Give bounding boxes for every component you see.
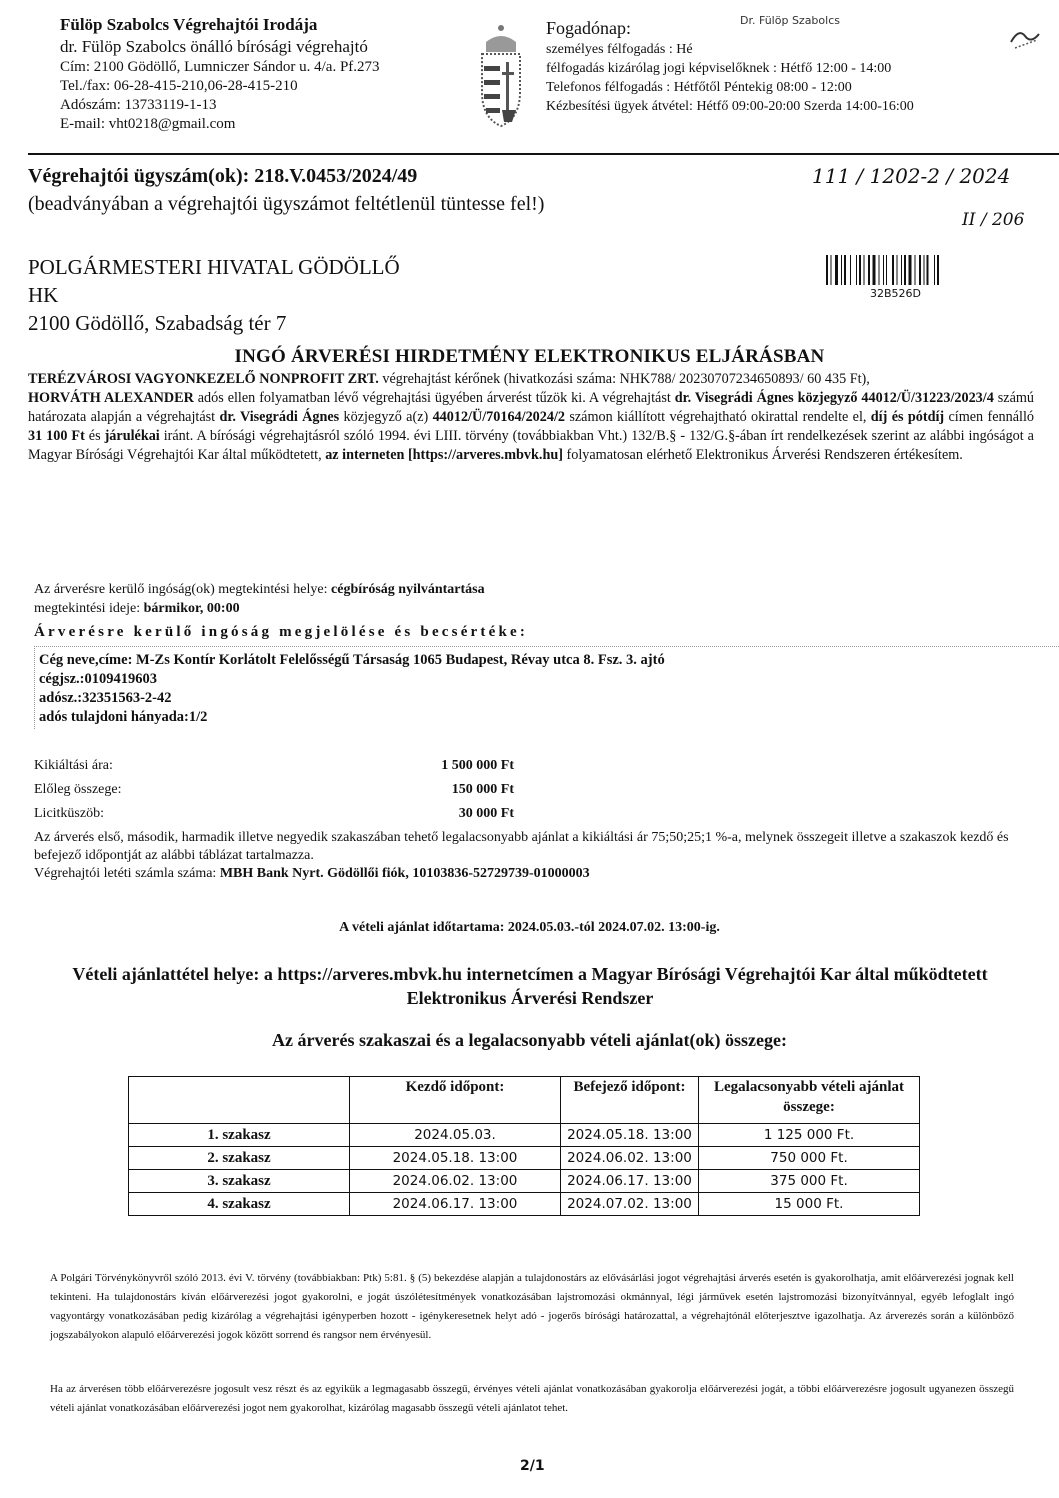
table-row [129, 1147, 920, 1170]
table-header: Legalacsonyabb vételi ajánlat összege: [699, 1077, 920, 1124]
case-block [28, 162, 544, 218]
stage-end: 2024.07.02. 13:00 [561, 1193, 699, 1216]
recipient-block [28, 253, 400, 337]
handwritten-line-2: II / 206 [962, 210, 1025, 230]
office-address: Cím: 2100 Gödöllő, Lumniczer Sándor u. 4/a. Pf.273 [60, 59, 380, 75]
offer-period: A vételi ajánlat időtartama: 2024.05.03.-tól 2024.07.02. 13:00-ig. [339, 920, 720, 935]
price-value: 1 500 000 Ft [441, 758, 514, 773]
item-line: adósz.:32351563-2-42 [39, 690, 172, 706]
table-header: Kezdő időpont: [350, 1077, 561, 1124]
price-row [34, 802, 514, 826]
notice-body [28, 370, 1034, 465]
table-row [129, 1170, 920, 1193]
stage-min-offer: 375 000 Ft. [699, 1170, 920, 1193]
barcode-bar [841, 255, 842, 285]
barcode-bar [856, 255, 857, 285]
barcode-bar [934, 255, 935, 285]
recipient-name: POLGÁRMESTERI HIVATAL GÖDÖLLŐ [28, 255, 400, 279]
debtor-paragraph [28, 389, 1034, 465]
reception-delivery: Kézbesítési ügyek átvétel: Hétfő 09:00-20:00 Szerda 14:00-16:00 [546, 99, 914, 114]
stage-label: 2. szakasz [129, 1147, 350, 1170]
inspection-place-value: cégbíróság nyilvántartása [331, 582, 485, 597]
footnote-preemption: A Polgári Törvénykönyvről szóló 2013. évi V. törvény (továbbiakban: Ptk) 5:81. § (5) bekezdése alapján a tulajdonostárs az elővásárlási jogot végrehajtási árverés esetén is gyakorolhatja, amit előárverezési jognak kell tekinteni. Ha tulajdonostárs kíván előárverezési jogot gyakorolni, e jogát úszólétesítmények vonatkozásában lajstromozási okmánnyal, légi járművek esetén lajstromozási bizonyítvánnyal, egyéb lefoglalt ingó vagyontárgy vonatkozásában pedig kizárólag a végrehajtási igényperben hozott - igénykeresetnek helyt adó - jogerős bírósági határozattal, a végrehajtónál előterjesztve igazolhatja. Az árverezés során a különböző jogszabályokon alapuló előárverezési jogok között sorrend és rangsor nem érvényesül. [50, 1272, 1014, 1341]
case-label: Végrehajtói ügyszám(ok): [28, 165, 255, 187]
barcode-bar [826, 255, 828, 285]
office-name: Fülöp Szabolcs Végrehajtói Irodája [60, 15, 318, 34]
barcode-bar [904, 255, 906, 285]
recipient-line2: HK [28, 283, 59, 307]
stage-notes [34, 829, 1034, 883]
stages-table-title: Az árverés szakaszai és a legalacsonyabb vételi ajánlat(ok) összege: [272, 1030, 787, 1050]
barcode-icon [826, 255, 974, 285]
barcode-bar [886, 255, 887, 285]
barcode-bar [919, 255, 921, 285]
price-row [34, 754, 514, 778]
items-list [34, 646, 1059, 729]
table-header: Befejező időpont: [561, 1077, 699, 1124]
barcode-bar [883, 255, 884, 285]
barcode-bar [879, 255, 880, 285]
stage-label: 1. szakasz [129, 1124, 350, 1147]
fee-label: díj és pótdíj [870, 409, 945, 425]
document-title: INGÓ ÁRVERÉSI HIRDETMÉNY ELEKTRONIKUS ELJÁRÁSBAN [234, 346, 825, 367]
notary-name: dr. Visegrádi Ágnes [219, 409, 340, 425]
reception-title: Fogadónap: [546, 18, 631, 38]
offer-place: Vételi ajánlattétel helye: a https://arveres.mbvk.hu internetcímen a Magyar Bírósági Végrehajtói Kar által működtetett Elektronikus Árverési Rendszer [72, 964, 988, 1008]
body-text: címen fennálló [944, 409, 1034, 425]
price-label: Kikiáltási ára: [34, 758, 113, 773]
stage-end: 2024.06.17. 13:00 [561, 1170, 699, 1193]
barcode-bar [859, 255, 861, 285]
inspection-place-label: Az árverésre kerülő ingóság(ok) megtekintési helye: [34, 582, 332, 597]
item-line: Cég neve,címe: M-Zs Kontír Korlátolt Felelősségű Társaság 1065 Budapest, Révay utca 8. Fsz. 3. ajtó [39, 652, 665, 668]
office-email: E-mail: vht0218@gmail.com [60, 116, 236, 132]
stage-end: 2024.06.02. 13:00 [561, 1147, 699, 1170]
body-text: iránt. A bírósági végrehajtásról szóló 1994. évi LIII. törvény (továbbiakban Vht.) 132/B.§ - 132/G.§-ában írt rendelkezések szerint az alábbi ingóságot a Magyar Bírósági Végrehajtói Kar által működtetett, [28, 428, 1034, 463]
stage-start: 2024.06.17. 13:00 [350, 1193, 561, 1216]
items-title: Árverésre kerülő ingóság megjelölése és becsértéke: [34, 624, 529, 640]
inspection-time-label: megtekintési ideje: [34, 601, 144, 616]
barcode-bar [850, 255, 851, 285]
table-header-row [129, 1077, 920, 1124]
auction-website-link[interactable]: az interneten [https://arveres.mbvk.hu] [325, 447, 563, 463]
handwritten-annotation [812, 160, 1052, 260]
case-number: 218.V.0453/2024/49 [254, 165, 418, 187]
body-text: adós ellen folyamatban lévő végrehajtási ügyében árverést tűzök ki. A végrehajtást [193, 390, 675, 406]
table-row [129, 1124, 920, 1147]
barcode-bar [909, 255, 912, 285]
office-phone: Tel./fax: 06-28-415-210,06-28-415-210 [60, 78, 298, 94]
barcode-bar [831, 255, 832, 285]
barcode-bar [892, 255, 894, 285]
recipient-address: 2100 Gödöllő, Szabadság tér 7 [28, 311, 287, 335]
stage-label: 3. szakasz [129, 1170, 350, 1193]
barcode-bar [844, 255, 846, 285]
stage-min-offer: 750 000 Ft. [699, 1147, 920, 1170]
signature-icon [1005, 18, 1045, 58]
reception-phone: Telefonos félfogadás : Hétfőtől Péntekig 08:00 - 12:00 [546, 80, 852, 95]
stage-end: 2024.05.18. 13:00 [561, 1124, 699, 1147]
price-value: 30 000 Ft [458, 806, 514, 821]
barcode-bar [915, 255, 916, 285]
stage-start: 2024.05.18. 13:00 [350, 1147, 561, 1170]
case-note: (beadványában a végrehajtói ügyszámot feltétlenül tüntesse fel!) [28, 193, 545, 215]
stage-min-offer: 15 000 Ft. [699, 1193, 920, 1216]
account-label: Végrehajtói letéti számla száma: [34, 866, 220, 881]
office-tax-number: Adószám: 13733119-1-13 [60, 97, 217, 113]
price-row [34, 778, 514, 802]
reception-legal: félfogadás kizárólag jogi képviselőknek : Hétfő 12:00 - 14:00 [546, 61, 892, 76]
barcode-bar [927, 255, 929, 285]
footnote-multiple-rights: Ha az árverésen több előárverezésre jogosult vesz részt és az egyikük a legmagasabb összegű, érvényes vételi ajánlat vonatkozásában gyakorolja előárverezési jogát, a többi előárverezésre jogosult ugyanezen összegű vételi ajánlat vonatkozásában előárverezési jogot nem gyakorolhat, kizárólag magasabb összegű vételi ajánlatot tehet. [50, 1383, 1014, 1414]
barcode-bar [864, 255, 865, 285]
inspection-info [34, 580, 485, 618]
price-value: 150 000 Ft [451, 782, 514, 797]
handwritten-line-1: 111 / 1202-2 / 2024 [812, 164, 1011, 188]
price-label: Előleg összege: [34, 782, 122, 797]
stage-min-offer: 1 125 000 Ft. [699, 1124, 920, 1147]
reception-hours [546, 16, 914, 116]
body-text: számú határozata alapján a végrehajtást [28, 390, 1035, 425]
price-label: Licitküszöb: [34, 806, 104, 821]
stages-note: Az árverés első, második, harmadik illetve negyedik szakaszában tehető legalacsonyabb ajánlat a kikiáltási ár 75;50;25;1 %-a, melynek összegeit illetve a szakaszok kezdő és befejező időpontját az alábbi táblázat tartalmazza. [34, 830, 1009, 863]
price-list [34, 754, 514, 826]
stages-table [128, 1076, 920, 1216]
costs-label: járulékai [104, 428, 160, 444]
barcode-bar [868, 255, 870, 285]
coat-of-arms-icon [476, 22, 526, 130]
body-text: közjegyző a(z) [339, 409, 433, 425]
barcode-label: 32B526D [870, 287, 922, 300]
office-header [60, 14, 480, 134]
barcode-bar [897, 255, 898, 285]
notary-ref-2: 44012/Ü/70164/2024/2 [432, 409, 565, 425]
reception-personal: személyes félfogadás : Hé [546, 42, 693, 57]
inspection-time-value: bármikor, 00:00 [143, 601, 240, 616]
body-text: és [84, 428, 105, 444]
debt-amount: 31 100 Ft [28, 428, 85, 444]
creditor-reference: végrehajtást kérőnek (hivatkozási száma: NHK788/ 20230707234650893/ 60 435 Ft), [378, 371, 870, 387]
creditor-name: TERÉZVÁROSI VAGYONKEZELŐ NONPROFIT ZRT. [28, 371, 379, 387]
account-value: MBH Bank Nyrt. Gödöllői fiók, 10103836-52729739-01000003 [219, 866, 590, 881]
stage-start: 2024.05.03. [350, 1124, 561, 1147]
item-line: adós tulajdoni hányada:1/2 [39, 709, 208, 725]
barcode-bar [901, 255, 902, 285]
barcode-bar [873, 255, 876, 285]
officer-name: dr. Fülöp Szabolcs önálló bírósági végrehajtó [60, 37, 368, 56]
item-line: cégjsz.:0109419603 [39, 671, 157, 687]
barcode-bar [835, 255, 838, 285]
stage-start: 2024.06.02. 13:00 [350, 1170, 561, 1193]
barcode-bar [937, 255, 939, 285]
body-text: számon kiállított végrehajtható okirattal rendelte el, [565, 409, 871, 425]
signature-stamp: Dr. Fülöp Szabolcs [740, 14, 840, 27]
debtor-name: HORVÁTH ALEXANDER [28, 390, 194, 406]
table-header [129, 1077, 350, 1124]
notary-ref-1: dr. Visegrádi Ágnes közjegyző 44012/Ü/31223/2023/4 [674, 390, 994, 406]
body-text: folyamatosan elérhető Elektronikus Árverési Rendszeren értékesítem. [562, 447, 963, 463]
header-divider [28, 153, 1059, 155]
stage-label: 4. szakasz [129, 1193, 350, 1216]
creditor-paragraph [28, 370, 1034, 389]
barcode-bar [924, 255, 925, 285]
page-number: 2/1 [520, 1458, 545, 1474]
table-row [129, 1193, 920, 1216]
